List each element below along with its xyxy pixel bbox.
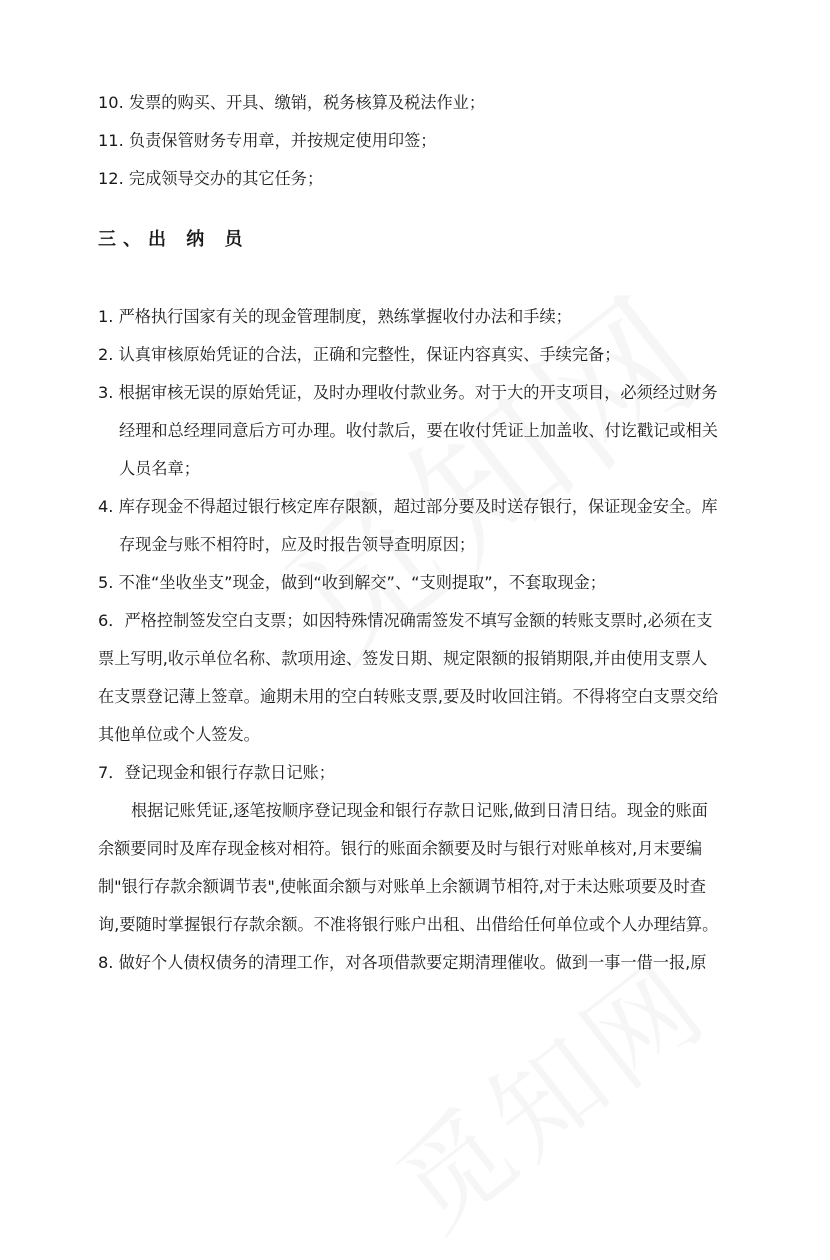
item-12: 12. 完成领导交办的其它任务； xyxy=(98,169,324,188)
item-7-body-line-4: 询,要随时掌握银行存款余额。不准将银行账户出租、出借给任何单位或个人办理结算。 xyxy=(98,915,719,934)
item-2: 2. 认真审核原始凭证的合法，正确和完整性，保证内容真实、手续完备； xyxy=(98,345,621,364)
item-7-body-line-1: 根据记账凭证,逐笔按顺序登记现金和银行存款日记账,做到日清日结。现金的账面 xyxy=(131,801,708,820)
item-1: 1. 严格执行国家有关的现金管理制度，熟练掌握收付办法和手续； xyxy=(98,307,572,326)
item-11: 11. 负责保管财务专用章，并按规定使用印签； xyxy=(98,131,437,150)
item-7-title: 7．登记现金和银行存款日记账； xyxy=(98,763,335,782)
item-6-line-3: 在支票登记薄上签章。逾期未用的空白转账支票,要及时收回注销。不得将空白支票交给 xyxy=(98,687,719,706)
item-6-line-1: 6．严格控制签发空白支票；如因特殊情况确需签发不填写金额的转账支票时,必须在支 xyxy=(98,611,713,630)
item-5: 5. 不准“坐收坐支”现金，做到“收到解交”、“支则提取”，不套取现金； xyxy=(98,573,606,592)
item-4-line-2: 存现金与账不相符时，应及时报告领导查明原因； xyxy=(119,535,476,554)
section-heading: 三、出 纳 员 xyxy=(98,229,250,250)
item-4-line-1: 4. 库存现金不得超过银行核定库存限额，超过部分要及时送存银行，保证现金安全。库 xyxy=(98,497,718,516)
item-8: 8. 做好个人债权债务的清理工作，对各项借款要定期清理催收。做到一事一借一报,原 xyxy=(98,953,707,972)
item-3-line-2: 经理和总经理同意后方可办理。收付款后，要在收付凭证上加盖收、付讫戳记或相关 xyxy=(119,421,718,440)
item-10: 10. 发票的购买、开具、缴销，税务核算及税法作业； xyxy=(98,93,486,112)
item-6-line-4: 其他单位或个人签发。 xyxy=(98,725,260,744)
item-3-line-1: 3. 根据审核无误的原始凭证，及时办理收付款业务。对于大的开支项目，必须经过财务 xyxy=(98,383,718,402)
item-3-line-3: 人员名章； xyxy=(119,459,200,478)
item-7-body-line-3: 制"银行存款余额调节表",使帐面余额与对账单上余额调节相符,对于未达账项要及时查 xyxy=(98,877,706,896)
document-body xyxy=(98,84,738,982)
item-6-line-2: 票上写明,收示单位名称、款项用途、签发日期、规定限额的报销期限,并由使用支票人 xyxy=(98,649,708,668)
item-7-body-line-2: 余额要同时及库存现金核对相符。银行的账面余额要及时与银行对账单核对,月末要编 xyxy=(98,839,703,858)
